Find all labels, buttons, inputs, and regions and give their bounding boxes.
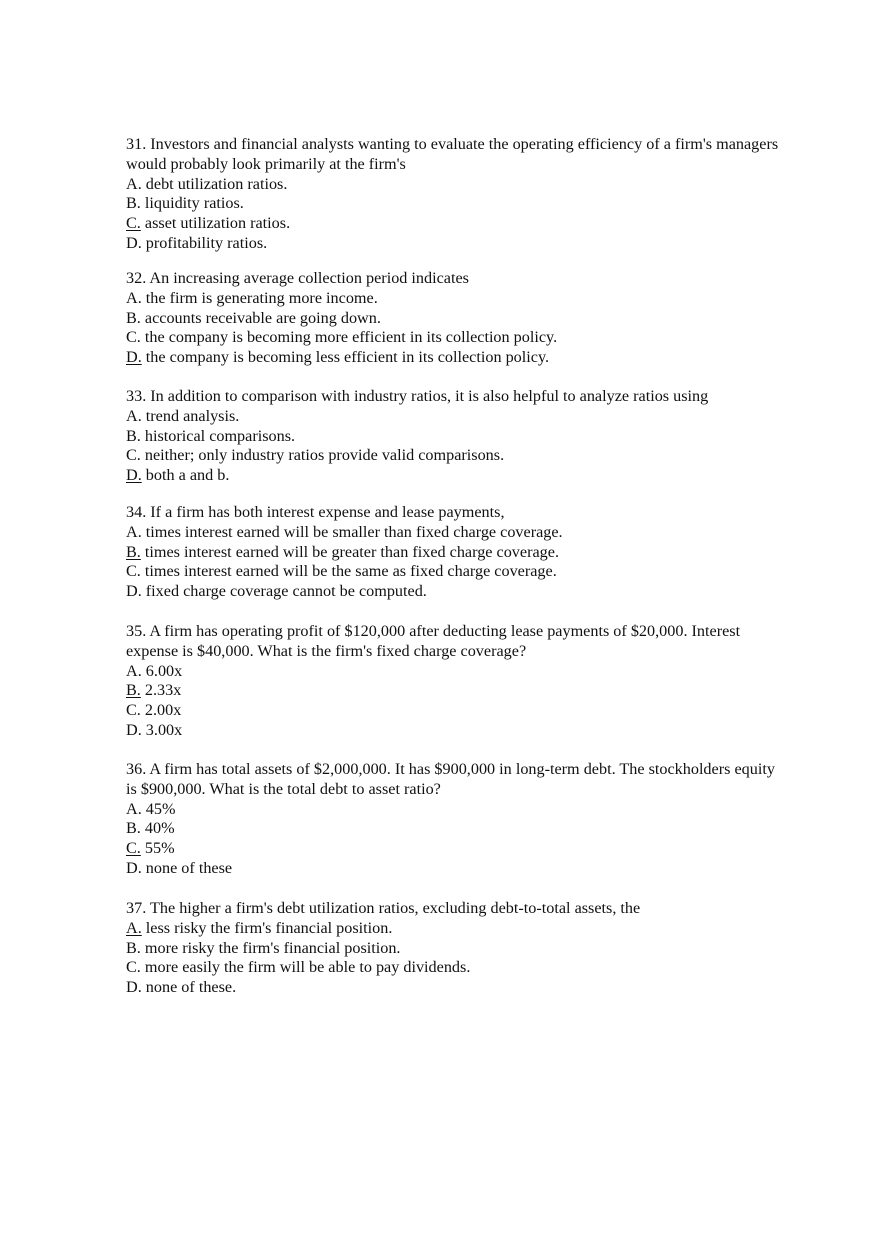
option-b	[126, 681, 786, 701]
option-letter: B.	[126, 542, 141, 561]
option-letter: A.	[126, 406, 142, 425]
option-letter: D.	[126, 233, 142, 252]
question-stem: 32. An increasing average collection period indicates	[126, 269, 469, 287]
option-b	[126, 939, 786, 959]
option-c	[126, 562, 786, 582]
option-letter: A.	[126, 522, 142, 541]
option-text: 2.00x	[140, 701, 182, 720]
option-text: 45%	[141, 799, 176, 818]
option-text: the company is becoming less efficient in its collection policy.	[141, 348, 550, 367]
option-b	[126, 194, 786, 214]
option-letter: B.	[126, 819, 141, 838]
option-d	[126, 721, 786, 741]
option-d	[126, 234, 786, 254]
option-text: historical comparisons.	[140, 426, 296, 445]
option-text: profitability ratios.	[141, 233, 268, 252]
question-stem: 34. If a firm has both interest expense and lease payments,	[126, 503, 505, 521]
option-text: 3.00x	[141, 720, 183, 739]
option-c	[126, 839, 786, 859]
option-text: none of these.	[141, 978, 237, 997]
option-d	[126, 859, 786, 879]
option-letter: D.	[126, 348, 142, 367]
option-c	[126, 328, 786, 348]
option-text: more risky the firm's financial position.	[140, 938, 401, 957]
option-d	[126, 466, 786, 486]
question-stem: 36. A firm has total assets of $2,000,000. It has $900,000 in long-term debt. The stockholders equity is $900,000. What is the total debt to asset ratio?	[126, 760, 775, 798]
option-letter: C.	[126, 328, 141, 347]
option-letter: A.	[126, 174, 142, 193]
option-text: liquidity ratios.	[140, 194, 244, 213]
question-stem: 37. The higher a firm's debt utilization ratios, excluding debt-to-total assets, the	[126, 899, 641, 917]
option-a	[126, 919, 786, 939]
question-36	[126, 760, 786, 879]
option-text: accounts receivable are going down.	[140, 308, 381, 327]
option-text: asset utilization ratios.	[140, 214, 291, 233]
option-text: trend analysis.	[141, 406, 240, 425]
option-text: none of these	[141, 858, 233, 877]
option-text: debt utilization ratios.	[141, 174, 288, 193]
option-letter: D.	[126, 858, 142, 877]
option-letter: D.	[126, 582, 142, 601]
option-a	[126, 523, 786, 543]
question-stem: 31. Investors and financial analysts wanting to evaluate the operating efficiency of a firm's managers would probably look primarily at the firm's	[126, 135, 779, 173]
option-letter: C.	[126, 446, 141, 465]
option-b	[126, 427, 786, 447]
question-stem: 35. A firm has operating profit of $120,000 after deducting lease payments of $20,000. Interest expense is $40,000. What is the firm's fixed charge coverage?	[126, 622, 741, 660]
option-text: 40%	[140, 819, 175, 838]
option-text: times interest earned will be greater than fixed charge coverage.	[140, 542, 559, 561]
option-letter: C.	[126, 214, 141, 233]
option-a	[126, 175, 786, 195]
option-text: both a and b.	[141, 466, 230, 485]
question-35	[126, 622, 786, 741]
option-text: more easily the firm will be able to pay dividends.	[140, 958, 471, 977]
option-text: neither; only industry ratios provide valid comparisons.	[140, 446, 505, 465]
option-letter: B.	[126, 938, 141, 957]
option-letter: C.	[126, 839, 141, 858]
option-text: 2.33x	[140, 681, 182, 700]
question-stem: 33. In addition to comparison with industry ratios, it is also helpful to analyze ratios using	[126, 387, 709, 405]
option-a	[126, 662, 786, 682]
option-c	[126, 214, 786, 234]
option-letter: B.	[126, 308, 141, 327]
option-text: 6.00x	[141, 661, 183, 680]
option-c	[126, 958, 786, 978]
option-letter: A.	[126, 288, 142, 307]
option-letter: C.	[126, 701, 141, 720]
option-b	[126, 819, 786, 839]
option-c	[126, 446, 786, 466]
option-d	[126, 582, 786, 602]
option-text: less risky the firm's financial position.	[141, 918, 393, 937]
option-letter: C.	[126, 562, 141, 581]
question-31	[126, 135, 786, 254]
option-letter: B.	[126, 194, 141, 213]
option-text: times interest earned will be the same as fixed charge coverage.	[140, 562, 557, 581]
option-letter: D.	[126, 720, 142, 739]
option-d	[126, 978, 786, 998]
option-a	[126, 289, 786, 309]
option-letter: A.	[126, 918, 142, 937]
question-34	[126, 503, 786, 602]
option-letter: A.	[126, 661, 142, 680]
option-b	[126, 309, 786, 329]
option-letter: D.	[126, 978, 142, 997]
option-letter: A.	[126, 799, 142, 818]
option-text: times interest earned will be smaller than fixed charge coverage.	[141, 522, 563, 541]
option-letter: B.	[126, 681, 141, 700]
question-32	[126, 269, 786, 368]
option-text: the firm is generating more income.	[141, 288, 378, 307]
option-text: the company is becoming more efficient in its collection policy.	[140, 328, 558, 347]
option-text: 55%	[140, 839, 175, 858]
option-letter: B.	[126, 426, 141, 445]
option-c	[126, 701, 786, 721]
option-b	[126, 543, 786, 563]
option-text: fixed charge coverage cannot be computed.	[141, 582, 427, 601]
option-a	[126, 800, 786, 820]
option-d	[126, 348, 786, 368]
option-letter: D.	[126, 466, 142, 485]
question-33	[126, 387, 786, 486]
option-letter: C.	[126, 958, 141, 977]
question-37	[126, 899, 786, 998]
option-a	[126, 407, 786, 427]
